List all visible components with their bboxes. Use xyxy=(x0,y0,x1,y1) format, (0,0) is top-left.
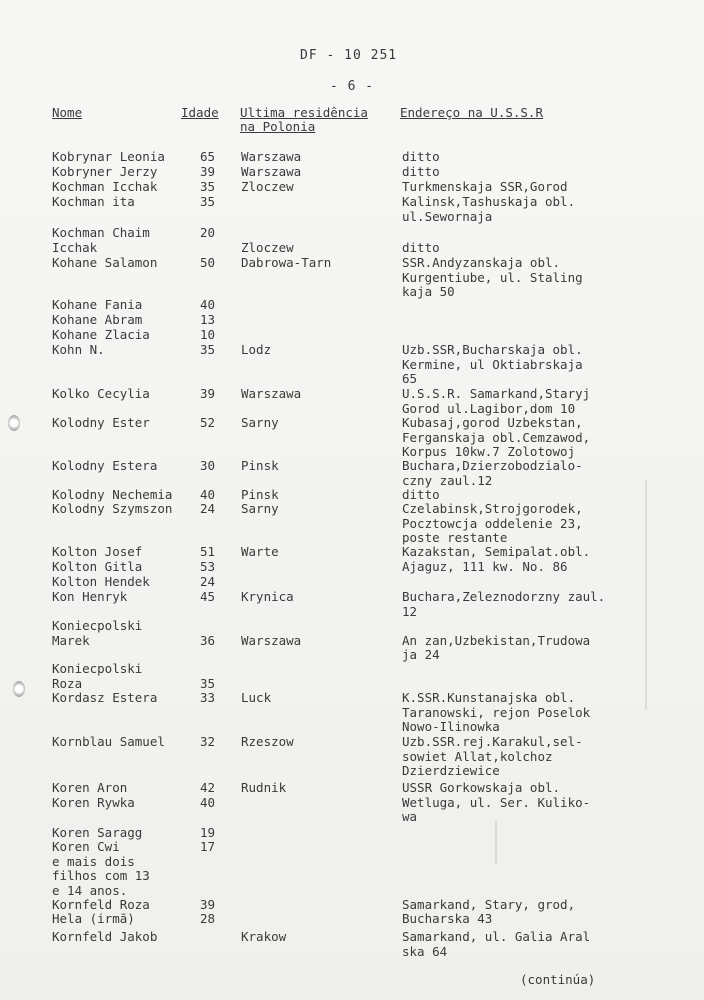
ussr-address: Ajaguz, 111 kw. No. 86 xyxy=(402,558,568,574)
ussr-address: Taranowski, rejon Poselok xyxy=(402,704,591,720)
punch-hole-icon xyxy=(13,681,25,697)
person-age: 35 xyxy=(200,179,216,194)
person-age: 33 xyxy=(200,690,216,705)
person-name: Kornblau Samuel xyxy=(52,734,165,749)
last-residence: Krynica xyxy=(241,589,294,604)
person-name: Kochman ita xyxy=(52,194,135,209)
ussr-address: An zan,Uzbekistan,Trudowa xyxy=(402,632,591,648)
person-name: Koniecpolski xyxy=(52,618,143,633)
ussr-address: 65 xyxy=(402,371,418,387)
column-header-age: Idade xyxy=(181,105,219,120)
person-name: Kohane Fania xyxy=(52,297,143,312)
person-name: Kobrynar Leonia xyxy=(52,149,165,164)
person-age: 39 xyxy=(200,386,216,401)
last-residence: Sarny xyxy=(241,501,279,516)
last-residence: Warszawa xyxy=(241,164,302,179)
ussr-address: Nowo-Ilinowka xyxy=(402,719,500,735)
person-age: 19 xyxy=(200,825,216,840)
person-age: 39 xyxy=(200,164,216,179)
person-name: Kordasz Estera xyxy=(52,690,158,705)
person-age: 45 xyxy=(200,589,216,604)
person-age: 51 xyxy=(200,544,216,559)
person-name: Kolton Gitla xyxy=(52,559,143,574)
page-number: - 6 - xyxy=(330,79,375,94)
person-name: Kolko Cecylia xyxy=(52,386,150,401)
ussr-address: Pocztowcja oddelenie 23, xyxy=(402,515,583,531)
person-name: Koren Saragg xyxy=(52,825,143,840)
column-header-name: Nome xyxy=(52,105,83,120)
person-name: Kolodny Szymszon xyxy=(52,501,173,516)
ussr-address: Wetluga, ul. Ser. Kuliko- xyxy=(402,794,591,810)
person-age: 35 xyxy=(200,675,216,691)
ussr-address: Kermine, ul Oktiabrskaja xyxy=(402,356,583,372)
person-name: Koren Cwi xyxy=(52,839,120,854)
person-name: Hela (irmã) xyxy=(52,911,135,926)
ussr-address: Dzierdziewice xyxy=(402,763,500,779)
last-residence: Warte xyxy=(241,544,279,559)
person-age: 65 xyxy=(200,149,216,164)
person-age: 52 xyxy=(200,415,216,430)
person-age: 40 xyxy=(200,487,216,502)
person-name: Kohane Abram xyxy=(52,312,143,327)
ussr-address: Turkmenskaja SSR,Gorod xyxy=(402,179,568,194)
last-residence: Lodz xyxy=(241,342,272,357)
ussr-address: wa xyxy=(402,809,418,825)
person-name: Kolton Josef xyxy=(52,544,143,559)
last-residence: Warszawa xyxy=(241,632,302,648)
person-age: 13 xyxy=(200,312,216,327)
ussr-address: sowiet Allat,kolchoz xyxy=(402,748,553,764)
ussr-address: ska 64 xyxy=(402,943,448,959)
ink-streak xyxy=(645,480,647,710)
ussr-address: Uzb.SSR,Bucharskaja obl. xyxy=(402,342,583,357)
ussr-address: Czelabinsk,Strojgorodek, xyxy=(402,501,583,516)
person-name: Kolton Hendek xyxy=(52,574,150,589)
punch-hole-icon xyxy=(8,415,20,431)
person-age: 40 xyxy=(200,297,216,312)
person-age: 35 xyxy=(200,194,216,209)
person-name: Kolodny Ester xyxy=(52,415,150,430)
ussr-address: 12 xyxy=(402,603,418,619)
ussr-address: Kubasaj,gorod Uzbekstan, xyxy=(402,415,583,430)
ussr-address: Gorod ul.Lagibor,dom 10 xyxy=(402,400,576,416)
ussr-address: ditto xyxy=(402,149,440,164)
last-residence: Sarny xyxy=(241,415,279,430)
document-reference: DF - 10 251 xyxy=(300,48,398,63)
person-name: Icchak xyxy=(52,239,98,255)
person-name: e mais dois xyxy=(52,853,135,869)
person-age: 24 xyxy=(200,501,216,516)
person-age: 10 xyxy=(200,327,216,342)
last-residence: Zloczew xyxy=(241,239,294,255)
person-age: 53 xyxy=(200,559,216,574)
person-age: 28 xyxy=(200,911,216,926)
person-name: Roza xyxy=(52,675,83,691)
person-name: e 14 anos. xyxy=(52,882,128,898)
person-name: Kochman Chaim xyxy=(52,225,150,240)
person-age: 20 xyxy=(200,225,216,240)
person-name: Kohane Salamon xyxy=(52,255,158,270)
last-residence: Dabrowa-Tarn xyxy=(241,255,332,270)
ussr-address: SSR.Andyzanskaja obl. xyxy=(402,255,561,270)
person-name: Kohane Zlacia xyxy=(52,327,150,342)
ussr-address: Bucharska 43 xyxy=(402,911,493,926)
column-header-last-residence: Ultima residência na Polonia xyxy=(240,105,368,134)
person-age: 30 xyxy=(200,458,216,473)
person-name: Koren Aron xyxy=(52,780,128,795)
ussr-address: Korpus 10kw.7 Zolotowoj xyxy=(402,444,576,460)
ussr-address: Kurgentiube, ul. Staling xyxy=(402,269,583,285)
ussr-address: U.S.S.R. Samarkand,Staryj xyxy=(402,386,591,401)
ussr-address: Ferganskaja obl.Cemzawod, xyxy=(402,429,591,445)
person-age: 42 xyxy=(200,780,216,795)
person-age: 17 xyxy=(200,839,216,854)
last-residence: Krakow xyxy=(241,929,287,944)
person-age: 32 xyxy=(200,734,216,749)
person-name: Marek xyxy=(52,632,90,648)
person-age: 36 xyxy=(200,632,216,648)
person-name: Kon Henryk xyxy=(52,589,128,604)
person-age: 50 xyxy=(200,255,216,270)
ussr-address: ditto xyxy=(402,164,440,179)
ink-streak xyxy=(495,820,497,865)
ussr-address: ul.Sewornaja xyxy=(402,208,493,224)
column-header-address: Endereço na U.S.S.R xyxy=(400,105,543,120)
ussr-address: ja 24 xyxy=(402,647,440,663)
person-age: 40 xyxy=(200,795,216,810)
ussr-address: ditto xyxy=(402,239,440,255)
person-age: 35 xyxy=(200,342,216,357)
person-name: Kornfeld Roza xyxy=(52,897,150,912)
person-name: Kobryner Jerzy xyxy=(52,164,158,179)
person-name: Kolodny Nechemia xyxy=(52,487,173,502)
last-residence: Luck xyxy=(241,690,272,705)
ussr-address: USSR Gorkowskaja obl. xyxy=(402,780,561,795)
person-name: Kolodny Estera xyxy=(52,458,158,473)
ussr-address: Uzb.SSR.rej.Karakul,sel- xyxy=(402,734,583,749)
person-age: 24 xyxy=(200,574,216,589)
last-residence: Pinsk xyxy=(241,487,279,502)
ussr-address: poste restante xyxy=(402,530,508,546)
ussr-address: Buchara,Zeleznodorzny zaul. xyxy=(402,589,606,604)
ussr-address: K.SSR.Kunstanajska obl. xyxy=(402,690,576,705)
ussr-address: czny zaul.12 xyxy=(402,472,493,488)
continuation-note: (continúa) xyxy=(520,972,596,987)
last-residence: Zloczew xyxy=(241,179,294,194)
ussr-address: kaja 50 xyxy=(402,284,455,300)
person-name: Kochman Icchak xyxy=(52,179,158,194)
person-age: 39 xyxy=(200,897,216,912)
ussr-address: ditto xyxy=(402,487,440,502)
last-residence: Rzeszow xyxy=(241,734,294,749)
last-residence: Pinsk xyxy=(241,458,279,473)
ussr-address: Samarkand, Stary, grod, xyxy=(402,897,576,912)
last-residence: Warszawa xyxy=(241,386,302,401)
last-residence: Rudnik xyxy=(241,780,287,795)
ussr-address: Kazakstan, Semipalat.obl. xyxy=(402,544,591,559)
person-name: Kohn N. xyxy=(52,342,105,357)
person-name: Kornfeld Jakob xyxy=(52,929,158,944)
ussr-address: Kalinsk,Tashuskaja obl. xyxy=(402,194,576,209)
ussr-address: Samarkand, ul. Galia Aral xyxy=(402,929,591,944)
ussr-address: Buchara,Dzierzobodzialo- xyxy=(402,458,583,473)
last-residence: Warszawa xyxy=(241,149,302,164)
person-name: filhos com 13 xyxy=(52,868,150,884)
person-name: Koniecpolski xyxy=(52,661,143,676)
person-name: Koren Rywka xyxy=(52,795,135,810)
